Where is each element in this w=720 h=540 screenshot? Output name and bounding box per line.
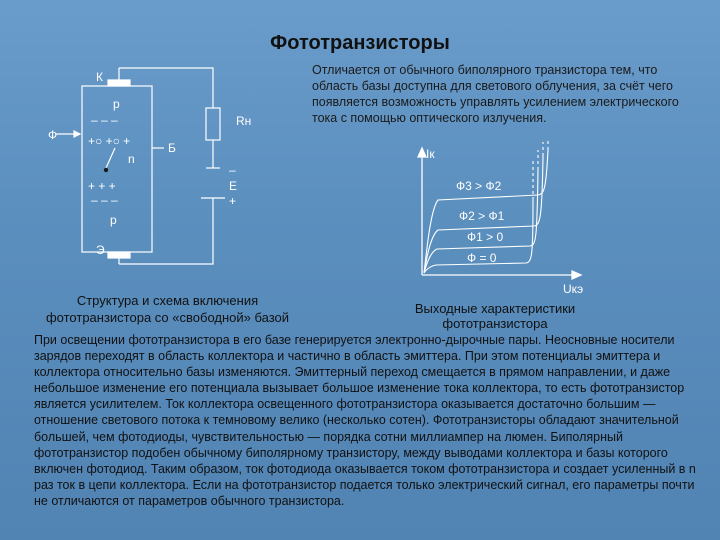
- y-axis-label: Iк: [426, 147, 435, 161]
- curve-label-phi1: Ф1 > 0: [467, 230, 504, 244]
- pair-arrow-icon: [106, 148, 115, 168]
- structure-caption: Структура и схема включения фототранзистора со «свободной» базой: [45, 293, 290, 325]
- intro-text: Отличается от обычного биполярного транзистора тем, что область базы доступна для светового облучения, за счёт чего появляется возможность управлять усилением электрического тока с помощью оптического излучения.: [312, 63, 679, 125]
- label-p-bottom: p: [110, 213, 117, 227]
- label-base: Б: [168, 141, 176, 155]
- charges-top: +○ +○ +: [88, 134, 131, 148]
- label-source: E: [229, 179, 238, 193]
- minus-row-bottom: – – –: [91, 193, 118, 207]
- characteristics-caption: Выходные характеристики фототранзистора: [414, 301, 576, 331]
- body-text: При освещении фототранзистора в его базе генерируется электронно-дырочные пары. Неосновные носители зарядов переходят в область коллектора и частично в область эмиттера. При этом потенциалы эмиттера и коллектора относительно базы изменяются. Эмиттерный переход смещается в прямом направлении, и даже небольшое изменение его потенциала вызывает большое изменение тока коллектора, то есть фототранзистор является усилителем. Ток коллектора освещенного фототранзистора оказывается достаточно большим — отношение светового потока к темновому велико (несколько сотен). Фототранзисторы обладают значительной большей, чем фотодиоды, чувствительностью — порядка сотни миллиампер на люмен. Биполярный фототранзистор подобен обычному биполярному транзистору, между выводами коллектора и базы которого включен фотодиод. Таким образом, ток фотодиода оказывается током фототранзистора и создает усиленный в n раз ток в цепи коллектора. Если на фототранзистор подается только электрический сигнал, его параметры почти не отличаются от параметров обычного транзистора.: [34, 333, 696, 508]
- curve-label-phi0: Ф = 0: [467, 251, 497, 265]
- label-flux: Ф: [48, 128, 58, 142]
- x-axis-label: Uкэ: [563, 282, 584, 296]
- curve-label-phi2: Ф2 > Ф1: [459, 209, 505, 223]
- label-resistor: Rн: [236, 114, 252, 128]
- minus-row-top: – – –: [91, 113, 118, 127]
- battery-plus: +: [229, 194, 237, 208]
- wire-top: [119, 68, 213, 108]
- battery-minus: –: [229, 163, 236, 177]
- label-emitter: Э: [96, 243, 105, 257]
- slide-title: Фототранзисторы: [270, 32, 450, 54]
- label-p-top: p: [113, 97, 120, 111]
- wire-bottom: [119, 198, 213, 264]
- load-resistor: [206, 108, 220, 140]
- label-n: n: [128, 152, 135, 166]
- collector-terminal: [108, 80, 130, 86]
- emitter-terminal: [108, 252, 130, 258]
- label-collector: К: [96, 70, 103, 84]
- charges-bottom: + + +: [88, 179, 116, 193]
- curve-label-phi3: Ф3 > Ф2: [456, 179, 502, 193]
- phototransistor-structure: [56, 68, 225, 264]
